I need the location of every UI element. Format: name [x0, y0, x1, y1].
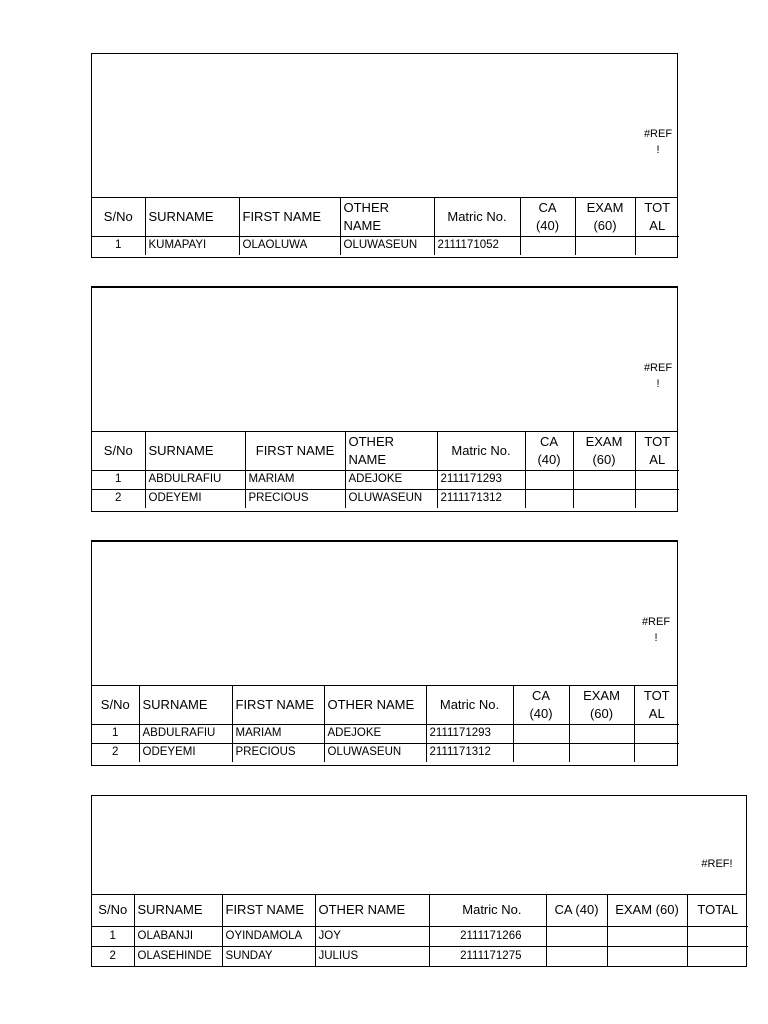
cell-ca[interactable]	[525, 489, 573, 508]
ref-error-text: !	[654, 632, 658, 644]
header-other-name-line: NAME	[348, 451, 387, 467]
header-matric: Matric No.	[429, 895, 546, 926]
table-row	[92, 236, 679, 255]
header-sno: S/No	[92, 198, 145, 236]
sheet-header-area	[92, 287, 677, 432]
cell-ca[interactable]	[546, 926, 607, 946]
header-ca-line: (40)	[535, 217, 560, 233]
header-total-line: AL	[649, 451, 666, 467]
cell-first-name: OLAOLUWA	[239, 236, 340, 255]
student-table	[92, 432, 679, 508]
cell-matric: 2111171293	[426, 724, 513, 743]
header-total	[634, 686, 679, 724]
cell-matric: 2111171293	[437, 470, 525, 489]
cell-surname: KUMAPAYI	[145, 236, 239, 255]
header-other-name: OTHER NAME	[315, 895, 429, 926]
cell-other-name: OLUWASEUN	[340, 236, 434, 255]
cell-sno: 2	[92, 743, 139, 762]
cell-sno: 1	[92, 236, 145, 255]
cell-surname: OLASEHINDE	[134, 946, 222, 966]
header-ca: CA (40)	[546, 895, 607, 926]
table-row	[92, 489, 679, 508]
result-sheet-1	[91, 53, 678, 258]
table-row	[92, 743, 679, 762]
cell-first-name: MARIAM	[245, 470, 345, 489]
cell-other-name: JULIUS	[315, 946, 429, 966]
sheet-header-area	[92, 54, 677, 198]
header-exam	[575, 198, 635, 236]
cell-ca[interactable]	[513, 724, 569, 743]
header-ca-line: (40)	[529, 705, 553, 721]
sheet-header-area	[92, 541, 677, 686]
header-surname: SURNAME	[145, 198, 239, 236]
ref-error-text: #REF	[643, 128, 673, 140]
cell-exam[interactable]	[573, 470, 635, 489]
ref-error-text: #REF	[641, 616, 671, 628]
cell-total[interactable]	[687, 926, 748, 946]
header-surname: SURNAME	[134, 895, 222, 926]
header-sno: S/No	[92, 686, 139, 724]
header-sno: S/No	[92, 895, 134, 926]
table-row	[92, 926, 748, 946]
student-table	[92, 686, 679, 762]
header-ca-line: CA	[539, 433, 559, 449]
ref-error-cell	[636, 614, 676, 646]
cell-sno: 1	[92, 926, 134, 946]
cell-matric: 2111171275	[429, 946, 546, 966]
cell-matric: 2111171266	[429, 926, 546, 946]
header-exam-line: EXAM	[586, 199, 624, 215]
header-total	[635, 198, 679, 236]
cell-first-name: SUNDAY	[222, 946, 315, 966]
table-row	[92, 946, 748, 966]
cell-surname: ABDULRAFIU	[139, 724, 232, 743]
ref-error-text: #REF!	[701, 858, 733, 870]
header-other-name	[345, 432, 437, 470]
header-ca	[520, 198, 575, 236]
header-matric: Matric No.	[434, 198, 520, 236]
ref-error-cell	[638, 360, 678, 392]
student-table	[92, 895, 748, 966]
header-row	[92, 198, 679, 236]
header-first-name: FIRST NAME	[245, 432, 345, 470]
header-exam: EXAM (60)	[607, 895, 687, 926]
cell-sno: 1	[92, 470, 145, 489]
header-exam-line: (60)	[592, 451, 616, 467]
cell-other-name: ADEJOKE	[345, 470, 437, 489]
cell-exam[interactable]	[569, 743, 634, 762]
ref-error-cell	[692, 856, 742, 872]
cell-first-name: PRECIOUS	[232, 743, 324, 762]
header-first-name: FIRST NAME	[222, 895, 315, 926]
header-first-name: FIRST NAME	[239, 198, 340, 236]
cell-total[interactable]	[634, 724, 679, 743]
cell-surname: OLABANJI	[134, 926, 222, 946]
cell-first-name: MARIAM	[232, 724, 324, 743]
header-ca	[525, 432, 573, 470]
cell-ca[interactable]	[525, 470, 573, 489]
header-sno: S/No	[92, 432, 145, 470]
header-surname: SURNAME	[145, 432, 245, 470]
result-sheet-2	[91, 286, 678, 512]
cell-exam[interactable]	[569, 724, 634, 743]
header-ca-line: (40)	[537, 451, 561, 467]
header-other-name: OTHER NAME	[324, 686, 426, 724]
sheet-header-area	[92, 796, 746, 895]
ref-error-text: #REF	[643, 362, 673, 374]
header-total	[635, 432, 679, 470]
header-other-name-line: NAME	[343, 217, 382, 233]
cell-other-name: OLUWASEUN	[324, 743, 426, 762]
cell-matric: 2111171052	[434, 236, 520, 255]
header-ca	[513, 686, 569, 724]
cell-total[interactable]	[635, 236, 679, 255]
result-sheet-4	[91, 795, 747, 967]
cell-surname: ABDULRAFIU	[145, 470, 245, 489]
cell-matric: 2111171312	[426, 743, 513, 762]
cell-exam[interactable]	[575, 236, 635, 255]
header-exam-line: EXAM	[585, 433, 623, 449]
header-row	[92, 432, 679, 470]
header-exam-line: (60)	[593, 217, 617, 233]
ref-error-text: !	[656, 144, 660, 156]
header-total-line: AL	[648, 705, 665, 721]
cell-total[interactable]	[634, 743, 679, 762]
header-total-line: TOT	[644, 199, 671, 215]
header-total-line: AL	[649, 217, 666, 233]
header-ca-line: CA	[538, 199, 557, 215]
cell-other-name: JOY	[315, 926, 429, 946]
header-row	[92, 895, 748, 926]
table-row	[92, 470, 679, 489]
cell-sno: 2	[92, 946, 134, 966]
cell-surname: ODEYEMI	[139, 743, 232, 762]
header-total-line: TOT	[643, 687, 670, 703]
header-total: TOTAL	[687, 895, 748, 926]
header-surname: SURNAME	[139, 686, 232, 724]
cell-ca[interactable]	[546, 946, 607, 966]
cell-exam[interactable]	[607, 946, 687, 966]
header-exam-line: EXAM	[583, 687, 620, 703]
cell-ca[interactable]	[513, 743, 569, 762]
header-exam	[573, 432, 635, 470]
cell-sno: 2	[92, 489, 145, 508]
cell-total[interactable]	[687, 946, 748, 966]
cell-matric: 2111171312	[437, 489, 525, 508]
student-table	[92, 198, 679, 255]
header-first-name: FIRST NAME	[232, 686, 324, 724]
header-exam	[569, 686, 634, 724]
header-total-line: TOT	[644, 433, 671, 449]
ref-error-text: !	[656, 378, 660, 390]
header-matric: Matric No.	[426, 686, 513, 724]
header-matric: Matric No.	[437, 432, 525, 470]
header-other-name	[340, 198, 434, 236]
cell-exam[interactable]	[607, 926, 687, 946]
result-sheet-3	[91, 540, 678, 766]
cell-total[interactable]	[635, 470, 679, 489]
ref-error-cell	[638, 126, 678, 158]
cell-total[interactable]	[635, 489, 679, 508]
cell-exam[interactable]	[573, 489, 635, 508]
cell-first-name: PRECIOUS	[245, 489, 345, 508]
cell-other-name: OLUWASEUN	[345, 489, 437, 508]
header-other-name-line: OTHER	[343, 199, 389, 215]
header-other-name-line: OTHER	[348, 433, 394, 449]
cell-sno: 1	[92, 724, 139, 743]
cell-ca[interactable]	[520, 236, 575, 255]
cell-first-name: OYINDAMOLA	[222, 926, 315, 946]
header-exam-line: (60)	[589, 705, 614, 721]
cell-other-name: ADEJOKE	[324, 724, 426, 743]
header-row	[92, 686, 679, 724]
header-ca-line: CA	[531, 687, 551, 703]
table-row	[92, 724, 679, 743]
cell-surname: ODEYEMI	[145, 489, 245, 508]
